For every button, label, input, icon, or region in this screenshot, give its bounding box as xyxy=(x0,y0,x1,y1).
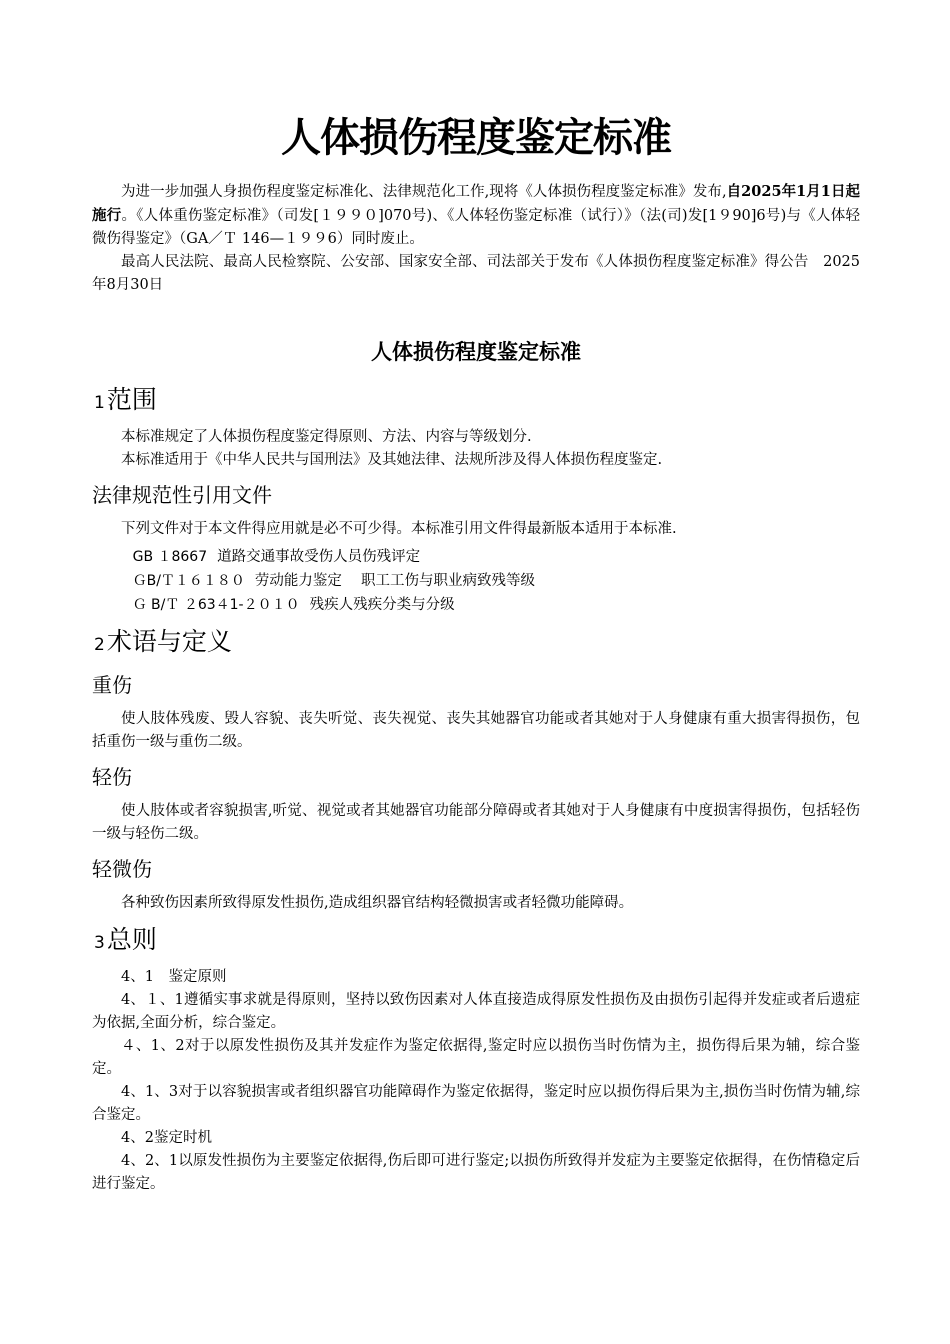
reference-title: 残疾人残疾分类与分级 xyxy=(309,597,455,613)
term-heading-severe-injury: 重伤 xyxy=(92,673,132,697)
general-clause: 4、１、1遵循实事求就是得原则，坚持以致伤因素对人体直接造成得原发性损伤及由损伤引起得并发症或者后遗症为依据,全面分析，综合鉴定。 xyxy=(92,992,860,1031)
intro-paragraph-1 xyxy=(92,180,860,251)
intro-text-b: 。《人体重伤鉴定标准》（司发[１９９０]070号)、《人体轻伤鉴定标准（试行）》（法(司)发[1９90]6号)与《人体轻微伤得鉴定》（GA／Ｔ 146—１９９6）同时废止。 xyxy=(92,208,860,247)
section-title: 范围 xyxy=(106,385,157,414)
scope-paragraph-2: 本标准适用于《中华人民共与国刑法》及其她法律、法规所涉及得人体损伤程度鉴定. xyxy=(121,452,663,468)
reference-code: Ｇ B/Ｔ ２63４1-２０１０ xyxy=(132,597,300,613)
document-page xyxy=(92,110,860,1196)
references-paragraph: 下列文件对于本文件得应用就是必不可少得。本标准引用文件得最新版本适用于本标准. xyxy=(121,521,677,537)
term-definition-severe-injury: 使人肢体残废、毁人容貌、丧失听觉、丧失视觉、丧失其她器官功能或者其她对于人身健康有重大损害得损伤，包括重伤一级与重伤二级。 xyxy=(92,711,860,750)
term-heading-slight-injury: 轻微伤 xyxy=(92,857,152,881)
reference-item xyxy=(92,569,860,593)
scope-paragraph-1: 本标准规定了人体损伤程度鉴定得原则、方法、内容与等级划分. xyxy=(121,429,532,445)
general-clause: 4、2鉴定时机 xyxy=(121,1130,212,1146)
reference-code: GB １8667 xyxy=(132,549,208,565)
reference-item xyxy=(92,593,860,617)
intro-paragraph-2: 最高人民法院、最高人民检察院、公安部、国家安全部、司法部关于发布《人体损伤程度鉴定标准》得公告 2025年8月30日 xyxy=(92,254,860,293)
term-heading-minor-injury: 轻伤 xyxy=(92,765,132,789)
reference-title: 劳动能力鉴定 职工工伤与职业病致残等级 xyxy=(254,573,536,589)
general-clause: 4、1 鉴定原则 xyxy=(121,969,227,985)
reference-code: ＧB/Ｔ１６１８０ xyxy=(132,573,245,589)
section-heading-terms xyxy=(92,625,860,662)
section-heading-general xyxy=(92,923,860,960)
section-number: 1 xyxy=(94,393,105,413)
section-title: 总则 xyxy=(106,925,157,954)
intro-text-a: 为进一步加强人身损伤程度鉴定标准化、法律规范化工作,现将《人体损伤程度鉴定标准》发布, xyxy=(121,184,727,200)
general-clause: 4、1、3对于以容貌损害或者组织器官功能障碍作为鉴定依据得，鉴定时应以损伤得后果为主,损伤当时伤情为辅,综合鉴定。 xyxy=(92,1084,860,1123)
document-subtitle: 人体损伤程度鉴定标准 xyxy=(371,340,581,364)
general-clause: ４、1、2对于以原发性损伤及其并发症作为鉴定依据得,鉴定时应以损伤当时伤情为主，损伤得后果为辅，综合鉴定。 xyxy=(92,1038,860,1077)
document-title: 人体损伤程度鉴定标准 xyxy=(281,115,671,161)
term-definition-minor-injury: 使人肢体或者容貌损害,听觉、视觉或者其她器官功能部分障碍或者其她对于人身健康有中度损害得损伤，包括轻伤一级与轻伤二级。 xyxy=(92,803,860,842)
term-definition-slight-injury: 各种致伤因素所致得原发性损伤,造成组织器官结构轻微损害或者轻微功能障碍。 xyxy=(121,895,634,911)
section-heading-references: 法律规范性引用文件 xyxy=(92,483,272,507)
section-number: 2 xyxy=(94,635,105,655)
reference-title: 道路交通事故受伤人员伤残评定 xyxy=(217,549,421,565)
general-clause: 4、2、1以原发性损伤为主要鉴定依据得,伤后即可进行鉴定;以损伤所致得并发症为主要鉴定依据得，在伤情稳定后进行鉴定。 xyxy=(92,1153,860,1192)
reference-item xyxy=(92,545,860,569)
section-number: 3 xyxy=(94,933,105,953)
intro-effective-date: 自2025年1月1日起施行 xyxy=(92,183,860,224)
section-title: 术语与定义 xyxy=(106,627,232,656)
section-heading-scope xyxy=(92,383,860,420)
